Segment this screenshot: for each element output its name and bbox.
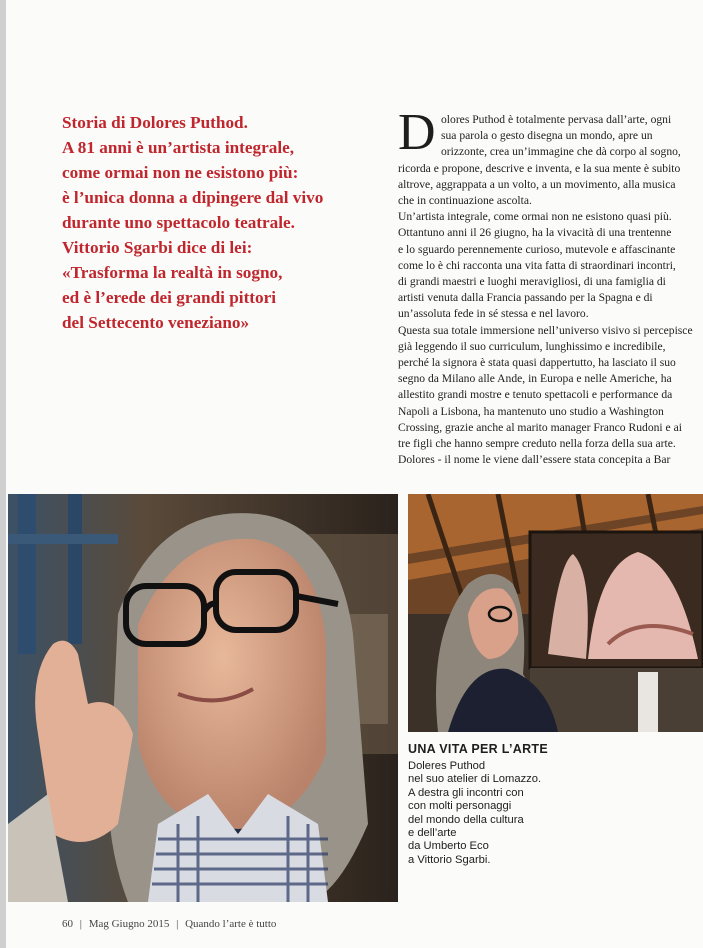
article-line: Crossing, grazie anche al marito manager Franco Rudoni e ai [398, 420, 682, 434]
magazine-page [6, 0, 703, 948]
article-line: ricorda e propone, descrive e inventa, e la sua mente è subito [398, 161, 681, 175]
article-line: Ottantuno anni il 26 giugno, ha la vivacità di una trentenne [398, 226, 672, 240]
pull-quote-line: A 81 anni è un’artista integrale, [62, 138, 295, 157]
caption-title: UNA VITA PER L’ARTE [408, 742, 548, 756]
pull-quote-line: come ormai non ne esistono più: [62, 163, 299, 182]
caption-line: con molti personaggi [408, 800, 512, 813]
article-line: artisti venuta dalla Francia passando per la Spagna e di [398, 291, 653, 305]
article-intro [398, 112, 703, 161]
footer-separator: | [79, 918, 82, 930]
atelier-photo [408, 494, 703, 732]
article-line: Questa sua totale immersione nell’universo visivo si percepisce [398, 323, 693, 337]
page-footer [62, 918, 280, 930]
magazine-issue: Mag Giugno 2015 [88, 918, 170, 930]
section-title: Quando l’arte è tutto [185, 918, 277, 930]
article-line: orizzonte, crea un’immagine che dà corpo al sogno, [441, 145, 681, 159]
article-line: già leggendo il suo curriculum, lunghissimo e incredibile, [398, 339, 666, 353]
page-number: 60 [62, 918, 73, 930]
article-line: perché la signora è stata quasi dappertutto, ha lasciato il suo [398, 356, 676, 370]
pull-quote-line: durante uno spettacolo teatrale. [62, 213, 295, 232]
caption-line: A destra gli incontri con [408, 786, 524, 799]
caption-line: nel suo atelier di Lomazzo. [408, 773, 542, 786]
article-line: come lo è chi racconta una vita fatta di straordinari incontri, [398, 258, 676, 272]
portrait-photo [8, 494, 398, 902]
article-line: che in continuazione ascolta. [398, 194, 532, 208]
caption-line: Doleres Puthod [408, 760, 486, 772]
pull-quote [62, 110, 392, 335]
article-line: di grandi maestri e luoghi meravigliosi, di una famiglia di [398, 275, 666, 289]
pull-quote-line: del Settecento veneziano» [62, 313, 250, 332]
article-line: olores Puthod è totalmente pervasa dall’arte, ogni [441, 113, 672, 126]
drop-cap: D [398, 112, 436, 161]
portrait-illustration [8, 494, 398, 902]
pull-quote-line: ed è l’erede dei grandi pittori [62, 288, 277, 307]
article-line: allestito grandi mostre e tenuto spettacoli e performance da [398, 388, 673, 402]
article-line: e lo sguardo perennemente curioso, mutevole e affascinante [398, 242, 676, 256]
atelier-illustration [408, 494, 703, 732]
article-line: Napoli a Lisbona, ha mantenuto uno studio a Washington [398, 404, 664, 418]
pull-quote-line: Storia di Dolores Puthod. [62, 113, 248, 132]
photo-caption [408, 742, 698, 867]
pull-quote-line: è l’unica donna a dipingere dal vivo [62, 188, 324, 207]
caption-line: del mondo della cultura [408, 813, 524, 826]
article-line: altrove, aggrappata a un volto, a un movimento, alla musica [398, 177, 676, 191]
footer-separator: | [176, 918, 179, 930]
pull-quote-line: Vittorio Sgarbi dice di lei: [62, 238, 253, 257]
article-body [398, 112, 703, 468]
article-line: un’assoluta fede in sé stessa e nel lavoro. [398, 307, 589, 321]
caption-line: e dell’arte [408, 827, 457, 840]
article-line: Dolores - il nome le viene dall’essere stata concepita a Bar [398, 453, 671, 467]
article-line: tre figli che hanno sempre creduto nella forza della sua arte. [398, 437, 676, 451]
pull-quote-line: «Trasforma la realtà in sogno, [62, 263, 283, 282]
caption-line: a Vittorio Sgarbi. [408, 853, 491, 866]
caption-line: da Umberto Eco [408, 840, 489, 853]
article-line: segno da Milano alle Ande, in Europa e nelle Americhe, ha [398, 372, 672, 386]
article-line: Un’artista integrale, come ormai non ne esistono quasi più. [398, 210, 672, 224]
article-line: sua parola o gesto disegna un mondo, apre un [441, 129, 653, 143]
